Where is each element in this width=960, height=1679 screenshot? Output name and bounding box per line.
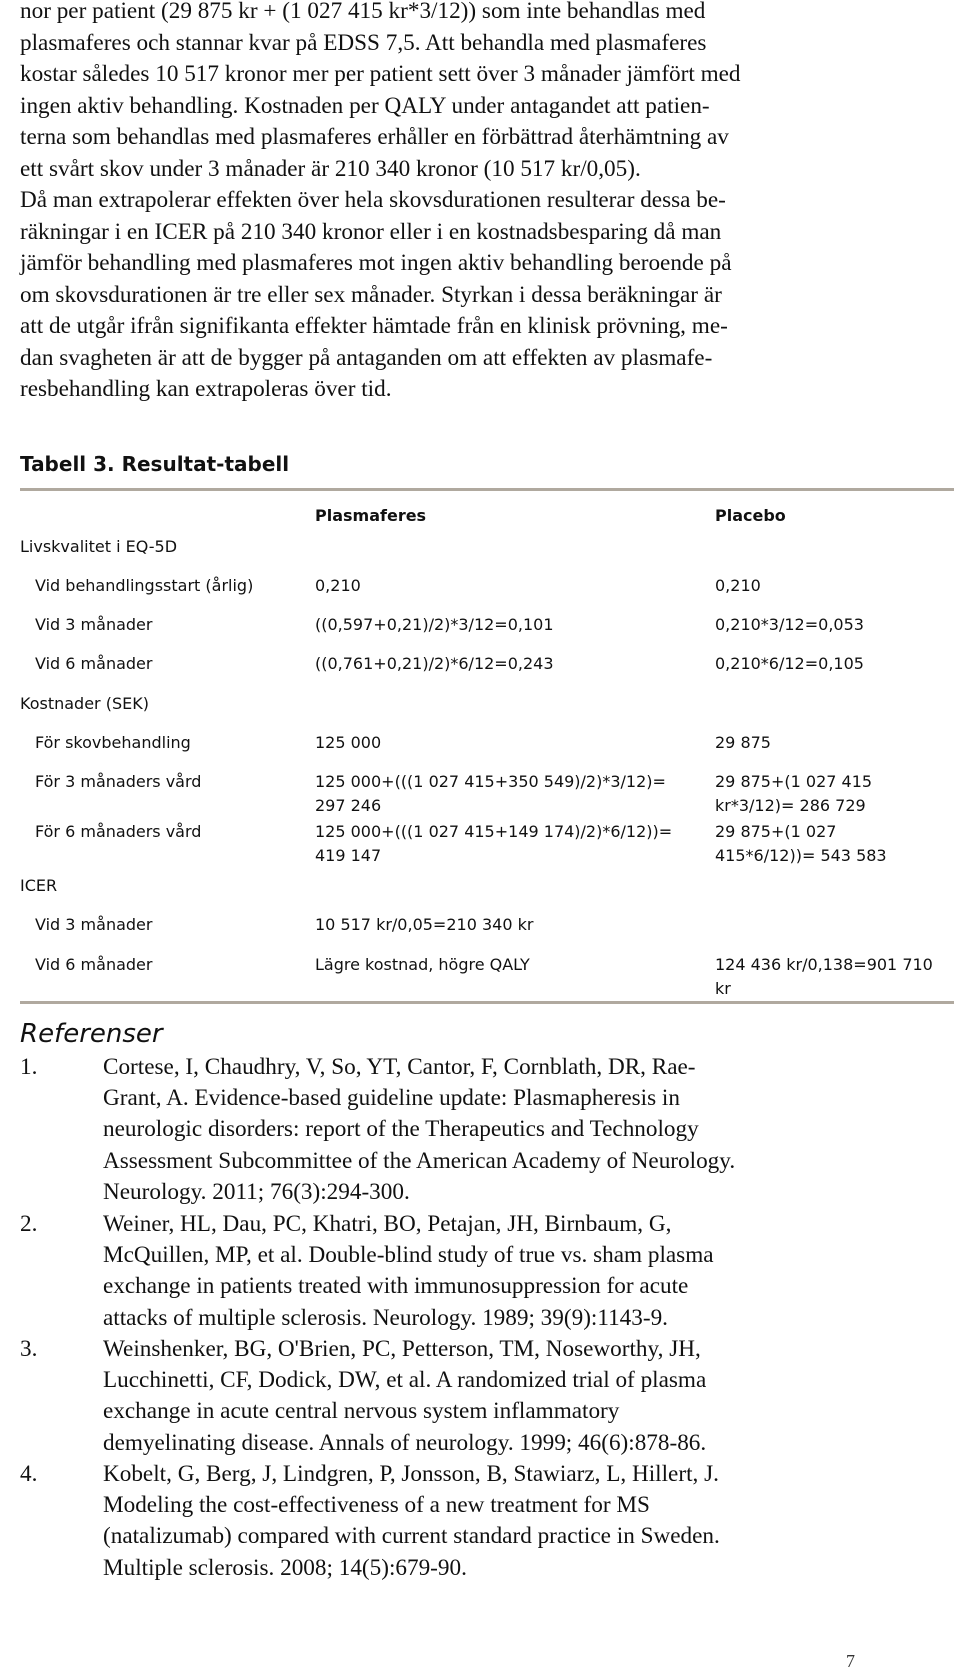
column-header-placebo: Placebo [715,506,786,525]
paragraph-line: plasmaferes och stannar kvar på EDSS 7,5. Att behandla med plasmaferes [20,29,707,56]
reference-text [103,1209,714,1334]
paragraph-line: ett svårt skov under 3 månader är 210 340 kronor (10 517 kr/0,05). [20,155,641,182]
row-label: För 6 månaders vård [35,822,202,841]
row-label: Vid 3 månader [35,615,153,634]
reference-line: Weiner, HL, Dau, PC, Khatri, BO, Petajan, JH, Birnbaum, G, [103,1211,672,1237]
reference-line: (natalizumab) compared with current standard practice in Sweden. [103,1523,720,1550]
cell-plasmaferes: 0,210 [315,576,361,595]
reference-number: 2. [20,1211,38,1237]
cell-placebo: 0,210 [715,576,761,595]
body-paragraph [20,0,940,406]
table-bottom-rule [20,1001,954,1004]
reference-line: demyelinating disease. Annals of neurology. 1999; 46(6):878-86. [103,1429,707,1456]
paragraph-line: Då man extrapolerar effekten över hela skovsdurationen resulterar dessa be- [20,187,726,213]
cell-plasmaferes: ((0,761+0,21)/2)*6/12=0,243 [315,654,554,673]
column-header-plasmaferes: Plasmaferes [315,506,427,525]
row-label: För skovbehandling [35,733,191,752]
cell-plasmaferes: 419 147 [315,846,382,865]
cell-plasmaferes: 125 000 [315,733,382,752]
cell-placebo: 415*6/12))= 543 583 [715,846,887,865]
reference-line: attacks of multiple sclerosis. Neurology. 1989; 39(9):1143-9. [103,1304,668,1331]
reference-line: Lucchinetti, CF, Dodick, DW, et al. A randomized trial of plasma [103,1367,707,1394]
paragraph-line: jämför behandling med plasmaferes mot ingen aktiv behandling beroende på [20,250,732,276]
cell-plasmaferes: Lägre kostnad, högre QALY [315,955,530,974]
section-label-icer: ICER [20,876,58,895]
row-label: Vid behandlingsstart (årlig) [35,576,254,595]
references-heading: Referenser [20,1019,163,1049]
reference-line: Assessment Subcommittee of the American Academy of Neurology. [103,1147,736,1174]
table-title: Tabell 3. Resultat-tabell [20,452,290,476]
cell-placebo: 0,210*6/12=0,105 [715,654,864,673]
paragraph-line: kostar således 10 517 kronor mer per patient sett över 3 månader jämfört med [20,61,741,87]
reference-line: exchange in patients treated with immunosuppression for acute [103,1273,689,1300]
reference-line: neurologic disorders: report of the Therapeutics and Technology [103,1116,699,1143]
row-label: För 3 månaders vård [35,772,202,791]
paragraph-line: att de utgår ifrån signifikanta effekter hämtade från en klinisk prövning, me- [20,313,728,339]
cell-plasmaferes: ((0,597+0,21)/2)*3/12=0,101 [315,615,554,634]
cell-placebo: 124 436 kr/0,138=901 710 [715,955,933,974]
row-label: Vid 6 månader [35,955,153,974]
reference-number: 3. [20,1336,38,1362]
paragraph-line: resbehandling kan extrapoleras över tid. [20,376,392,402]
reference-line: Modeling the cost-effectiveness of a new treatment for MS [103,1492,650,1519]
reference-number: 4. [20,1461,38,1487]
cell-plasmaferes: 125 000+(((1 027 415+350 549)/2)*3/12)= [315,772,666,791]
reference-text [103,1334,706,1459]
paragraph-line: ingen aktiv behandling. Kostnaden per QALY under antagandet att patien- [20,92,710,119]
cell-plasmaferes: 125 000+(((1 027 415+149 174)/2)*6/12))= [315,822,673,841]
cell-placebo: kr*3/12)= 286 729 [715,796,866,815]
reference-text [103,1459,720,1584]
reference-line: Weinshenker, BG, O'Brien, PC, Petterson, TM, Noseworthy, JH, [103,1336,701,1362]
reference-line: Grant, A. Evidence-based guideline update: Plasmapheresis in [103,1085,680,1112]
paragraph-line: terna som behandlas med plasmaferes erhåller en förbättrad återhämtning av [20,124,729,150]
section-label-quality: Livskvalitet i EQ-5D [20,537,178,556]
reference-number: 1. [20,1054,38,1080]
reference-line: Cortese, I, Chaudhry, V, So, YT, Cantor, F, Cornblath, DR, Rae- [103,1054,696,1080]
cell-placebo: kr [715,979,731,998]
paragraph-line: räkningar i en ICER på 210 340 kronor eller i en kostnadsbesparing då man [20,218,722,245]
page-number: 7 [846,1651,855,1671]
cell-plasmaferes: 297 246 [315,796,382,815]
cell-plasmaferes: 10 517 kr/0,05=210 340 kr [315,915,534,934]
paragraph-line: om skovsdurationen är tre eller sex månader. Styrkan i dessa beräkningar är [20,281,722,308]
cell-placebo: 29 875 [715,733,771,752]
reference-line: exchange in acute central nervous system inflammatory [103,1398,620,1425]
table-top-rule [20,488,954,491]
cell-placebo: 29 875+(1 027 415 [715,772,873,791]
reference-line: Kobelt, G, Berg, J, Lindgren, P, Jonsson, B, Stawiarz, L, Hillert, J. [103,1461,719,1487]
reference-line: Multiple sclerosis. 2008; 14(5):679-90. [103,1554,467,1581]
row-label: Vid 3 månader [35,915,153,934]
paragraph-line: dan svagheten är att de bygger på antaganden om att effekten av plasmafe- [20,344,713,371]
cell-placebo: 29 875+(1 027 [715,822,837,841]
reference-line: Neurology. 2011; 76(3):294-300. [103,1178,410,1205]
cell-placebo: 0,210*3/12=0,053 [715,615,864,634]
reference-text [103,1052,735,1208]
section-label-costs: Kostnader (SEK) [20,694,149,713]
row-label: Vid 6 månader [35,654,153,673]
reference-line: McQuillen, MP, et al. Double-blind study of true vs. sham plasma [103,1242,714,1269]
paragraph-line: nor per patient (29 875 kr + (1 027 415 kr*3/12)) som inte behandlas med [20,0,706,24]
